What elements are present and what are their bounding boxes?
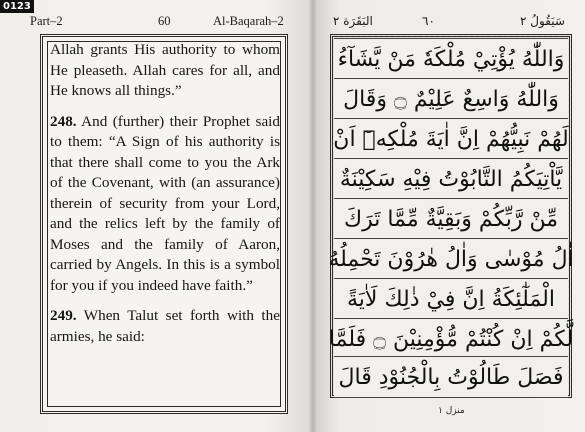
paragraph-1 — [50, 40, 280, 102]
arabic-line: وَاللّٰهُ وَاسِعٌ عَلِيْمٌ ۝ وَقَالَ — [334, 78, 568, 120]
arabic-line: فَصَلَ طَالُوْتُ بِالْجُنُوْدِ قَالَ — [334, 356, 568, 398]
verse-text: And (further) their Prophet said to them: “A Sign of his authority is that there shall come to you the Ark of the Covenant, with (an assurance) therein of security from your Lord, and the relics left by the family of Moses and the family of Aaron, carried by Angels. In this is a symbol for you if you indeed have faith.” — [50, 112, 280, 294]
right-header-part: سَيَقُولُ ٢ — [520, 14, 565, 28]
arabic-line: لَّكُمْ اِنْ كُنْتُمْ مُّؤْمِنِيْنَ ۝ فَلَمَّا — [334, 318, 568, 360]
arabic-line: يَّاْتِيَكُمُ التَّابُوْتُ فِيْهِ سَكِيْنَةٌ — [334, 158, 568, 200]
arabic-line: مِّنْ رَّبِّكُمْ وَبَقِيَّةٌ مِّمَّا تَرَكَ — [334, 198, 568, 240]
verse-text: Allah grants His authority to whom He pleaseth. Allah cares for all, and He knows all things.” — [50, 41, 280, 99]
verse-number: 248. — [50, 112, 77, 130]
verse-text: When Talut set forth with the armies, he said: — [50, 307, 280, 345]
right-header-page-number: ٦٠ — [422, 14, 435, 28]
paragraph-248 — [50, 112, 280, 297]
arabic-line: وَاللّٰهُ يُؤْتِيْ مُلْكَهٗ مَنْ يَّشَآءُ — [334, 38, 568, 80]
right-header-surah: البَقَرَة ٢ — [333, 14, 373, 28]
translation-text — [50, 40, 280, 357]
book-gutter — [309, 0, 317, 432]
left-header-part: Part–2 — [30, 14, 63, 28]
left-header-surah: Al-Baqarah–2 — [213, 14, 284, 28]
image-index-badge: 0123 — [0, 0, 34, 13]
arabic-line: الْمَلٰٓئِكَةُ اِنَّ فِيْ ذٰلِكَ لَاٰيَةً — [334, 278, 568, 320]
manzil-marker: منزل ١ — [438, 406, 465, 416]
left-header-page-number: 60 — [158, 14, 171, 28]
arabic-line: لَهُمْ نَبِيُّهُمْ اِنَّ اٰيَةَ مُلْكِهٖٓ اَنْ — [334, 118, 568, 160]
verse-number: 249. — [50, 307, 77, 324]
paragraph-249 — [50, 306, 280, 347]
arabic-line: اٰلُ مُوْسٰى وَاٰلُ هٰرُوْنَ تَحْمِلُهُ — [334, 238, 568, 280]
